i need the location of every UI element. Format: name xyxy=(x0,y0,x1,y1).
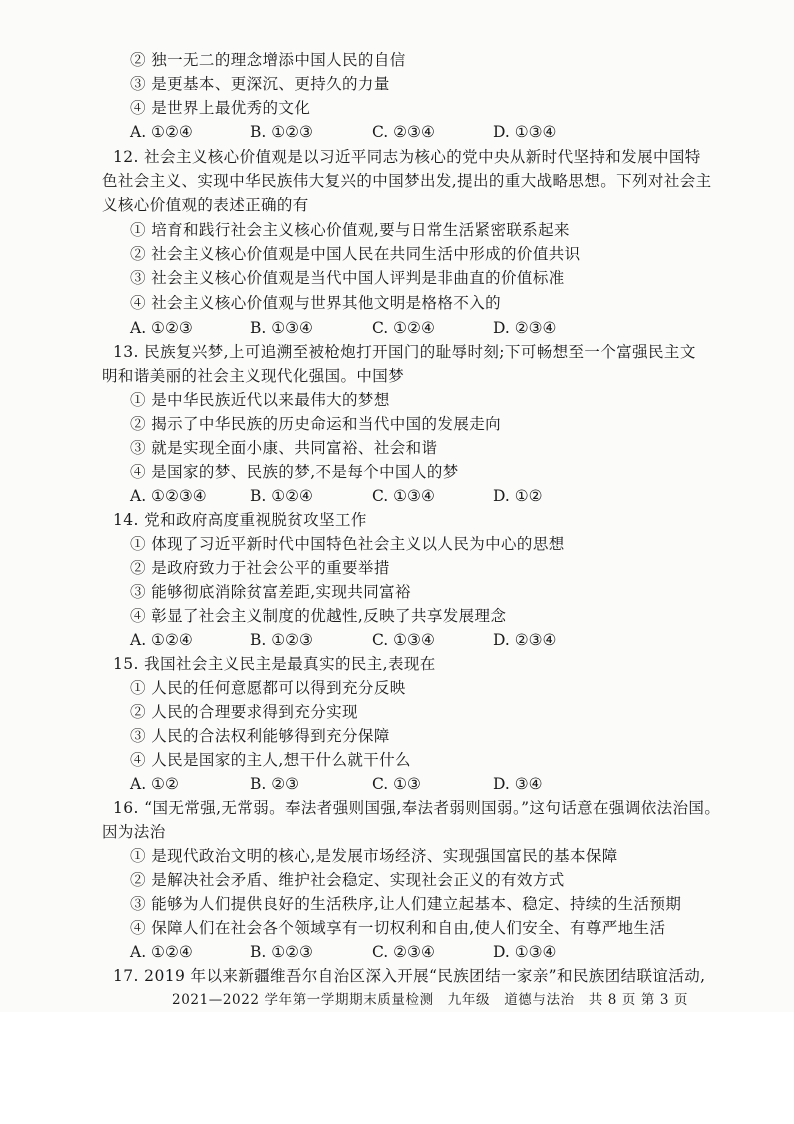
q17-stem-line-1: 17. 2019 年以来新疆维吾尔自治区深入开展“民族团结一家亲”和民族团结联谊活动, xyxy=(113,967,706,985)
q11-answer-b: B. ①②③ xyxy=(250,123,313,141)
q14-answer-a: A. ①②④ xyxy=(130,631,193,649)
q12-stem-line-3: 义核心价值观的表述正确的有 xyxy=(102,196,309,214)
page-footer: 2021—2022 学年第一学期期末质量检测 九年级 道德与法治 共 8 页 第 3 页 xyxy=(172,992,689,1008)
q16-option-4: ④ 保障人们在社会各个领域享有一切权利和自由,使人们安全、有尊严地生活 xyxy=(130,919,666,937)
q13-answer-c: C. ①③④ xyxy=(372,487,435,505)
q16-option-2: ② 是解决社会矛盾、维护社会稳定、实现社会正义的有效方式 xyxy=(130,871,565,889)
q16-answer-a: A. ①②④ xyxy=(130,943,193,961)
q13-option-4: ④ 是国家的梦、民族的梦,不是每个中国人的梦 xyxy=(130,463,459,481)
q12-stem-line-2: 色社会主义、实现中华民族伟大复兴的中国梦出发,提出的重大战略思想。下列对社会主 xyxy=(102,172,712,190)
q15-answer-d: D. ③④ xyxy=(493,775,543,793)
q15-option-4: ④ 人民是国家的主人,想干什么就干什么 xyxy=(130,751,411,769)
q12-option-1: ① 培育和践行社会主义核心价值观,要与日常生活紧密联系起来 xyxy=(130,221,570,239)
blank-margin xyxy=(0,1012,794,1124)
q15-stem-line-1: 15. 我国社会主义民主是最真实的民主,表现在 xyxy=(113,655,436,673)
q15-answer-b: B. ②③ xyxy=(250,775,300,793)
q14-answer-d: D. ②③④ xyxy=(493,631,557,649)
q16-answer-d: D. ①③④ xyxy=(493,943,557,961)
q14-option-2: ② 是政府致力于社会公平的重要举措 xyxy=(130,559,390,577)
q12-option-2: ② 社会主义核心价值观是中国人民在共同生活中形成的价值共识 xyxy=(130,245,581,263)
q12-stem-line-1: 12. 社会主义核心价值观是以习近平同志为核心的党中央从新时代坚持和发展中国特 xyxy=(113,148,701,166)
q12-answer-d: D. ②③④ xyxy=(493,319,557,337)
q11-answer-d: D. ①③④ xyxy=(493,123,557,141)
q16-option-3: ③ 能够为人们提供良好的生活秩序,让人们建立起基本、稳定、持续的生活预期 xyxy=(130,895,682,913)
q11-answer-c: C. ②③④ xyxy=(372,123,435,141)
q13-option-3: ③ 就是实现全面小康、共同富裕、社会和谐 xyxy=(130,439,438,457)
q16-stem-line-2: 因为法治 xyxy=(102,823,166,841)
q11-option-3: ③ 是更基本、更深沉、更持久的力量 xyxy=(130,75,390,93)
q14-stem-line-1: 14. 党和政府高度重视脱贫攻坚工作 xyxy=(113,511,367,529)
q15-answer-a: A. ①② xyxy=(130,775,179,793)
q16-answer-c: C. ②③④ xyxy=(372,943,435,961)
q13-option-1: ① 是中华民族近代以来最伟大的梦想 xyxy=(130,391,390,409)
q13-stem-line-1: 13. 民族复兴梦,上可追溯至被枪炮打开国门的耻辱时刻;下可畅想至一个富强民主文 xyxy=(113,343,696,361)
q15-option-1: ① 人民的任何意愿都可以得到充分反映 xyxy=(130,679,406,697)
q12-answer-b: B. ①③④ xyxy=(250,319,313,337)
q13-option-2: ② 揭示了中华民族的历史命运和当代中国的发展走向 xyxy=(130,415,502,433)
q13-answer-a: A. ①②③④ xyxy=(130,487,207,505)
q13-stem-line-2: 明和谐美丽的社会主义现代化强国。中国梦 xyxy=(102,367,405,385)
q15-option-2: ② 人民的合理要求得到充分实现 xyxy=(130,703,358,721)
q14-option-3: ③ 能够彻底消除贫富差距,实现共同富裕 xyxy=(130,583,411,601)
q16-stem-line-1: 16. “国无常强,无常弱。奉法者强则国强,奉法者弱则国弱。”这句话意在强调依法治国。 xyxy=(113,799,721,817)
q12-option-4: ④ 社会主义核心价值观与世界其他文明是格格不入的 xyxy=(130,294,502,312)
q12-answer-a: A. ①②③ xyxy=(130,319,193,337)
q11-option-4: ④ 是世界上最优秀的文化 xyxy=(130,99,311,117)
q11-option-2: ② 独一无二的理念增添中国人民的自信 xyxy=(130,51,406,69)
q12-option-3: ③ 社会主义核心价值观是当代中国人评判是非曲直的价值标准 xyxy=(130,269,565,287)
q14-answer-c: C. ①③④ xyxy=(372,631,435,649)
q13-answer-d: D. ①② xyxy=(493,487,543,505)
q12-answer-c: C. ①②④ xyxy=(372,319,435,337)
q15-answer-c: C. ①③ xyxy=(372,775,421,793)
q16-option-1: ① 是现代政治文明的核心,是发展市场经济、实现强国富民的基本保障 xyxy=(130,847,618,865)
q16-answer-b: B. ①②③ xyxy=(250,943,313,961)
q14-option-4: ④ 彰显了社会主义制度的优越性,反映了共享发展理念 xyxy=(130,607,507,625)
q14-option-1: ① 体现了习近平新时代中国特色社会主义以人民为中心的思想 xyxy=(130,535,565,553)
q13-answer-b: B. ①②④ xyxy=(250,487,313,505)
q14-answer-b: B. ①②③ xyxy=(250,631,313,649)
q15-option-3: ③ 人民的合法权利能够得到充分保障 xyxy=(130,727,390,745)
q11-answer-a: A. ①②④ xyxy=(130,123,193,141)
